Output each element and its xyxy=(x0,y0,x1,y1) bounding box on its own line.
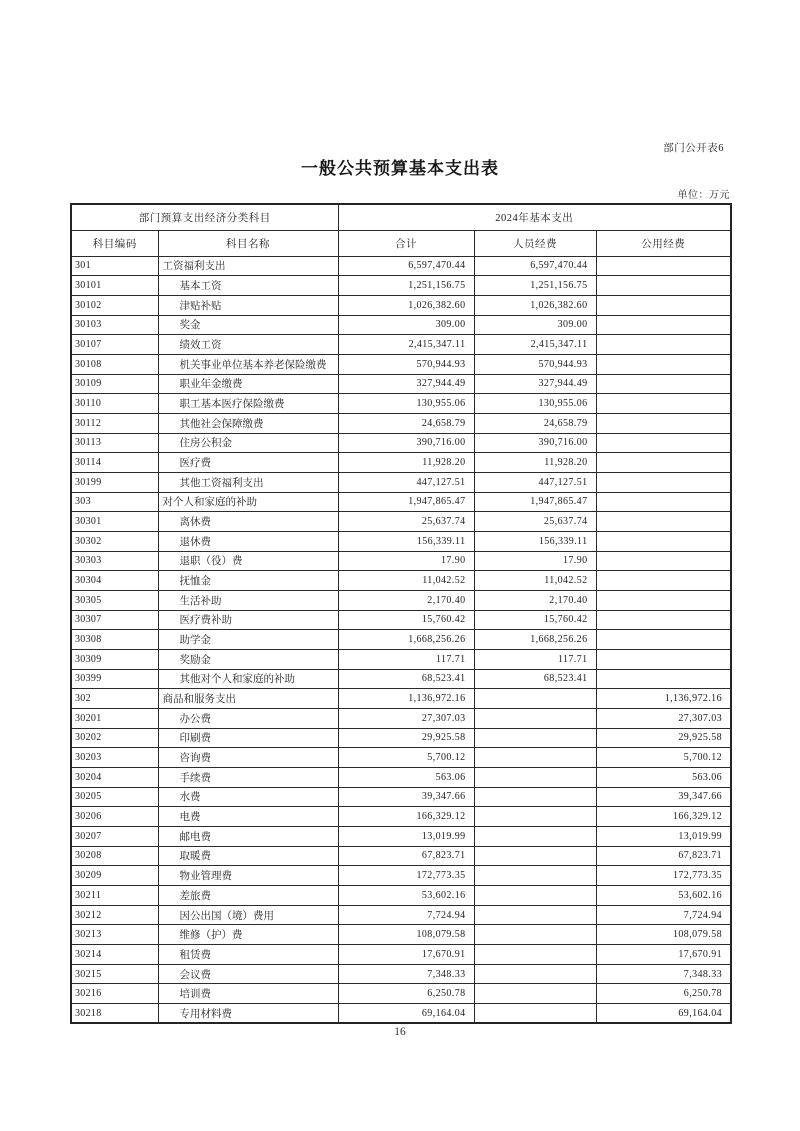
cell-total: 130,955.06 xyxy=(338,394,474,414)
cell-total: 166,329.12 xyxy=(338,807,474,827)
cell-public xyxy=(596,590,731,610)
cell-code: 30216 xyxy=(71,984,158,1004)
cell-code: 302 xyxy=(71,689,158,709)
cell-personnel xyxy=(474,708,596,728)
cell-name: 租赁费 xyxy=(158,945,338,965)
cell-name: 其他工资福利支出 xyxy=(158,472,338,492)
table-row xyxy=(71,728,731,748)
cell-name: 抚恤金 xyxy=(158,571,338,591)
cell-total: 29,925.58 xyxy=(338,728,474,748)
cell-code: 30208 xyxy=(71,846,158,866)
page-number: 16 xyxy=(394,1026,406,1038)
cell-code: 303 xyxy=(71,492,158,512)
cell-code: 30399 xyxy=(71,669,158,689)
cell-total: 69,164.04 xyxy=(338,1004,474,1024)
cell-name: 商品和服务支出 xyxy=(158,689,338,709)
table-row xyxy=(71,354,731,374)
cell-code: 30207 xyxy=(71,826,158,846)
cell-total: 108,079.58 xyxy=(338,925,474,945)
cell-public: 108,079.58 xyxy=(596,925,731,945)
cell-code: 30215 xyxy=(71,964,158,984)
cell-public xyxy=(596,433,731,453)
cell-code: 30107 xyxy=(71,335,158,355)
cell-name: 会议费 xyxy=(158,964,338,984)
cell-public xyxy=(596,630,731,650)
cell-name: 医疗费 xyxy=(158,453,338,473)
cell-personnel: 1,251,156.75 xyxy=(474,276,596,296)
cell-total: 17.90 xyxy=(338,551,474,571)
cell-public xyxy=(596,512,731,532)
cell-public: 17,670.91 xyxy=(596,945,731,965)
column-header-code: 科目编码 xyxy=(71,230,158,256)
column-header-public: 公用经费 xyxy=(596,230,731,256)
cell-public: 39,347.66 xyxy=(596,787,731,807)
cell-code: 30204 xyxy=(71,767,158,787)
cell-code: 30110 xyxy=(71,394,158,414)
cell-total: 5,700.12 xyxy=(338,748,474,768)
cell-personnel: 1,668,256.26 xyxy=(474,630,596,650)
cell-personnel xyxy=(474,728,596,748)
cell-public xyxy=(596,295,731,315)
cell-public xyxy=(596,472,731,492)
cell-total: 447,127.51 xyxy=(338,472,474,492)
cell-code: 30303 xyxy=(71,551,158,571)
table-row xyxy=(71,433,731,453)
cell-name: 培训费 xyxy=(158,984,338,1004)
cell-code: 30114 xyxy=(71,453,158,473)
cell-code: 30102 xyxy=(71,295,158,315)
table-row xyxy=(71,945,731,965)
table-header xyxy=(71,204,731,256)
cell-name: 其他社会保障缴费 xyxy=(158,413,338,433)
cell-personnel: 390,716.00 xyxy=(474,433,596,453)
cell-name: 工资福利支出 xyxy=(158,256,338,276)
cell-code: 30212 xyxy=(71,905,158,925)
header-group-2024-basic-expenditure: 2024年基本支出 xyxy=(338,204,731,230)
cell-total: 25,637.74 xyxy=(338,512,474,532)
column-header-name: 科目名称 xyxy=(158,230,338,256)
cell-public xyxy=(596,551,731,571)
cell-name: 维修（护）费 xyxy=(158,925,338,945)
cell-personnel: 117.71 xyxy=(474,649,596,669)
table-row xyxy=(71,256,731,276)
cell-personnel: 570,944.93 xyxy=(474,354,596,374)
cell-code: 30308 xyxy=(71,630,158,650)
cell-personnel xyxy=(474,945,596,965)
cell-code: 30309 xyxy=(71,649,158,669)
cell-name: 邮电费 xyxy=(158,826,338,846)
cell-public xyxy=(596,394,731,414)
cell-code: 30199 xyxy=(71,472,158,492)
table-row xyxy=(71,295,731,315)
cell-total: 11,928.20 xyxy=(338,453,474,473)
cell-total: 1,947,865.47 xyxy=(338,492,474,512)
cell-name: 机关事业单位基本养老保险缴费 xyxy=(158,354,338,374)
cell-personnel xyxy=(474,787,596,807)
cell-name: 职工基本医疗保险缴费 xyxy=(158,394,338,414)
cell-public xyxy=(596,354,731,374)
cell-public: 53,602.16 xyxy=(596,886,731,906)
cell-public xyxy=(596,610,731,630)
cell-total: 309.00 xyxy=(338,315,474,335)
cell-code: 30112 xyxy=(71,413,158,433)
table-row xyxy=(71,492,731,512)
table-row xyxy=(71,374,731,394)
cell-public: 1,136,972.16 xyxy=(596,689,731,709)
table-row xyxy=(71,1004,731,1024)
table-row xyxy=(71,846,731,866)
table-row xyxy=(71,571,731,591)
cell-personnel: 309.00 xyxy=(474,315,596,335)
cell-public: 172,773.35 xyxy=(596,866,731,886)
cell-code: 30214 xyxy=(71,945,158,965)
table-row xyxy=(71,531,731,551)
cell-personnel xyxy=(474,964,596,984)
cell-public xyxy=(596,492,731,512)
cell-total: 67,823.71 xyxy=(338,846,474,866)
cell-name: 奖励金 xyxy=(158,649,338,669)
column-header-personnel: 人员经费 xyxy=(474,230,596,256)
unit-label: 单位：万元 xyxy=(677,190,730,201)
header-group-classification: 部门预算支出经济分类科目 xyxy=(71,204,338,230)
cell-total: 156,339.11 xyxy=(338,531,474,551)
cell-public xyxy=(596,649,731,669)
table-row xyxy=(71,335,731,355)
cell-total: 11,042.52 xyxy=(338,571,474,591)
table-row xyxy=(71,453,731,473)
cell-personnel: 327,944.49 xyxy=(474,374,596,394)
cell-name: 退职（役）费 xyxy=(158,551,338,571)
cell-code: 30113 xyxy=(71,433,158,453)
cell-code: 301 xyxy=(71,256,158,276)
cell-public xyxy=(596,276,731,296)
cell-name: 物业管理费 xyxy=(158,866,338,886)
cell-name: 助学金 xyxy=(158,630,338,650)
cell-public: 29,925.58 xyxy=(596,728,731,748)
cell-name: 咨询费 xyxy=(158,748,338,768)
cell-personnel: 1,947,865.47 xyxy=(474,492,596,512)
cell-personnel xyxy=(474,905,596,925)
table-row xyxy=(71,394,731,414)
cell-total: 7,348.33 xyxy=(338,964,474,984)
cell-personnel xyxy=(474,886,596,906)
cell-total: 2,415,347.11 xyxy=(338,335,474,355)
cell-code: 30209 xyxy=(71,866,158,886)
cell-code: 30301 xyxy=(71,512,158,532)
cell-total: 570,944.93 xyxy=(338,354,474,374)
cell-name: 离休费 xyxy=(158,512,338,532)
cell-total: 27,307.03 xyxy=(338,708,474,728)
cell-personnel: 17.90 xyxy=(474,551,596,571)
table-row xyxy=(71,649,731,669)
cell-code: 30201 xyxy=(71,708,158,728)
cell-public: 27,307.03 xyxy=(596,708,731,728)
cell-name: 专用材料费 xyxy=(158,1004,338,1024)
cell-name: 退休费 xyxy=(158,531,338,551)
table-row xyxy=(71,276,731,296)
cell-total: 390,716.00 xyxy=(338,433,474,453)
cell-personnel: 130,955.06 xyxy=(474,394,596,414)
cell-personnel: 2,170.40 xyxy=(474,590,596,610)
cell-personnel: 25,637.74 xyxy=(474,512,596,532)
cell-code: 30203 xyxy=(71,748,158,768)
header-columns-row xyxy=(71,230,731,256)
cell-public: 563.06 xyxy=(596,767,731,787)
cell-public xyxy=(596,315,731,335)
cell-name: 电费 xyxy=(158,807,338,827)
cell-public xyxy=(596,335,731,355)
cell-public xyxy=(596,374,731,394)
cell-public xyxy=(596,256,731,276)
cell-total: 172,773.35 xyxy=(338,866,474,886)
table-row xyxy=(71,807,731,827)
column-header-total: 合计 xyxy=(338,230,474,256)
table-row xyxy=(71,925,731,945)
cell-code: 30101 xyxy=(71,276,158,296)
cell-code: 30305 xyxy=(71,590,158,610)
cell-code: 30109 xyxy=(71,374,158,394)
table-row xyxy=(71,905,731,925)
table-body xyxy=(71,256,731,1023)
cell-name: 办公费 xyxy=(158,708,338,728)
table-row xyxy=(71,689,731,709)
cell-public: 69,164.04 xyxy=(596,1004,731,1024)
cell-code: 30205 xyxy=(71,787,158,807)
cell-public xyxy=(596,531,731,551)
cell-code: 30206 xyxy=(71,807,158,827)
cell-personnel xyxy=(474,807,596,827)
cell-name: 印刷费 xyxy=(158,728,338,748)
cell-code: 30213 xyxy=(71,925,158,945)
table-row xyxy=(71,826,731,846)
cell-personnel: 11,928.20 xyxy=(474,453,596,473)
table-row xyxy=(71,610,731,630)
table-row xyxy=(71,630,731,650)
cell-name: 因公出国（境）费用 xyxy=(158,905,338,925)
cell-code: 30307 xyxy=(71,610,158,630)
cell-code: 30211 xyxy=(71,886,158,906)
table-row xyxy=(71,413,731,433)
cell-total: 563.06 xyxy=(338,767,474,787)
cell-name: 住房公积金 xyxy=(158,433,338,453)
cell-total: 24,658.79 xyxy=(338,413,474,433)
cell-personnel: 24,658.79 xyxy=(474,413,596,433)
cell-code: 30202 xyxy=(71,728,158,748)
cell-code: 30103 xyxy=(71,315,158,335)
cell-personnel xyxy=(474,1004,596,1024)
cell-public: 7,348.33 xyxy=(596,964,731,984)
cell-public: 67,823.71 xyxy=(596,846,731,866)
cell-code: 30304 xyxy=(71,571,158,591)
table-row xyxy=(71,886,731,906)
cell-public: 13,019.99 xyxy=(596,826,731,846)
cell-code: 30108 xyxy=(71,354,158,374)
cell-name: 水费 xyxy=(158,787,338,807)
cell-total: 1,136,972.16 xyxy=(338,689,474,709)
budget-table xyxy=(70,203,732,1024)
cell-personnel: 2,415,347.11 xyxy=(474,335,596,355)
cell-total: 2,170.40 xyxy=(338,590,474,610)
cell-personnel xyxy=(474,689,596,709)
cell-public xyxy=(596,669,731,689)
cell-name: 绩效工资 xyxy=(158,335,338,355)
cell-name: 生活补助 xyxy=(158,590,338,610)
cell-personnel: 11,042.52 xyxy=(474,571,596,591)
cell-personnel: 15,760.42 xyxy=(474,610,596,630)
cell-personnel xyxy=(474,846,596,866)
table-row xyxy=(71,767,731,787)
cell-name: 奖金 xyxy=(158,315,338,335)
cell-public xyxy=(596,413,731,433)
table-row xyxy=(71,866,731,886)
table-row xyxy=(71,787,731,807)
cell-name: 职业年金缴费 xyxy=(158,374,338,394)
table-row xyxy=(71,984,731,1004)
cell-personnel xyxy=(474,748,596,768)
cell-name: 差旅费 xyxy=(158,886,338,906)
cell-personnel xyxy=(474,925,596,945)
table-row xyxy=(71,315,731,335)
cell-name: 手续费 xyxy=(158,767,338,787)
cell-personnel: 1,026,382.60 xyxy=(474,295,596,315)
cell-total: 39,347.66 xyxy=(338,787,474,807)
cell-public: 7,724.94 xyxy=(596,905,731,925)
cell-total: 1,251,156.75 xyxy=(338,276,474,296)
cell-name: 津贴补贴 xyxy=(158,295,338,315)
cell-name: 医疗费补助 xyxy=(158,610,338,630)
cell-public: 6,250.78 xyxy=(596,984,731,1004)
table-row xyxy=(71,590,731,610)
table-row xyxy=(71,964,731,984)
cell-personnel xyxy=(474,767,596,787)
table-row xyxy=(71,472,731,492)
cell-total: 17,670.91 xyxy=(338,945,474,965)
table-row xyxy=(71,669,731,689)
cell-total: 53,602.16 xyxy=(338,886,474,906)
page-title: 一般公共预算基本支出表 xyxy=(301,159,499,179)
cell-total: 1,026,382.60 xyxy=(338,295,474,315)
cell-personnel: 6,597,470.44 xyxy=(474,256,596,276)
cell-code: 30218 xyxy=(71,1004,158,1024)
cell-personnel xyxy=(474,826,596,846)
cell-name: 其他对个人和家庭的补助 xyxy=(158,669,338,689)
cell-total: 117.71 xyxy=(338,649,474,669)
table-row xyxy=(71,748,731,768)
cell-public xyxy=(596,453,731,473)
cell-total: 15,760.42 xyxy=(338,610,474,630)
cell-total: 6,250.78 xyxy=(338,984,474,1004)
cell-public xyxy=(596,571,731,591)
table-row xyxy=(71,551,731,571)
cell-total: 1,668,256.26 xyxy=(338,630,474,650)
cell-public: 166,329.12 xyxy=(596,807,731,827)
table-row xyxy=(71,708,731,728)
table-row xyxy=(71,512,731,532)
form-number-label: 部门公开表6 xyxy=(663,143,724,154)
cell-name: 对个人和家庭的补助 xyxy=(158,492,338,512)
cell-personnel xyxy=(474,984,596,1004)
cell-code: 30302 xyxy=(71,531,158,551)
cell-total: 7,724.94 xyxy=(338,905,474,925)
cell-total: 68,523.41 xyxy=(338,669,474,689)
cell-total: 327,944.49 xyxy=(338,374,474,394)
cell-total: 6,597,470.44 xyxy=(338,256,474,276)
cell-name: 基本工资 xyxy=(158,276,338,296)
cell-personnel: 447,127.51 xyxy=(474,472,596,492)
header-group-row xyxy=(71,204,731,230)
cell-personnel xyxy=(474,866,596,886)
cell-personnel: 156,339.11 xyxy=(474,531,596,551)
cell-personnel: 68,523.41 xyxy=(474,669,596,689)
cell-name: 取暖费 xyxy=(158,846,338,866)
cell-public: 5,700.12 xyxy=(596,748,731,768)
cell-total: 13,019.99 xyxy=(338,826,474,846)
